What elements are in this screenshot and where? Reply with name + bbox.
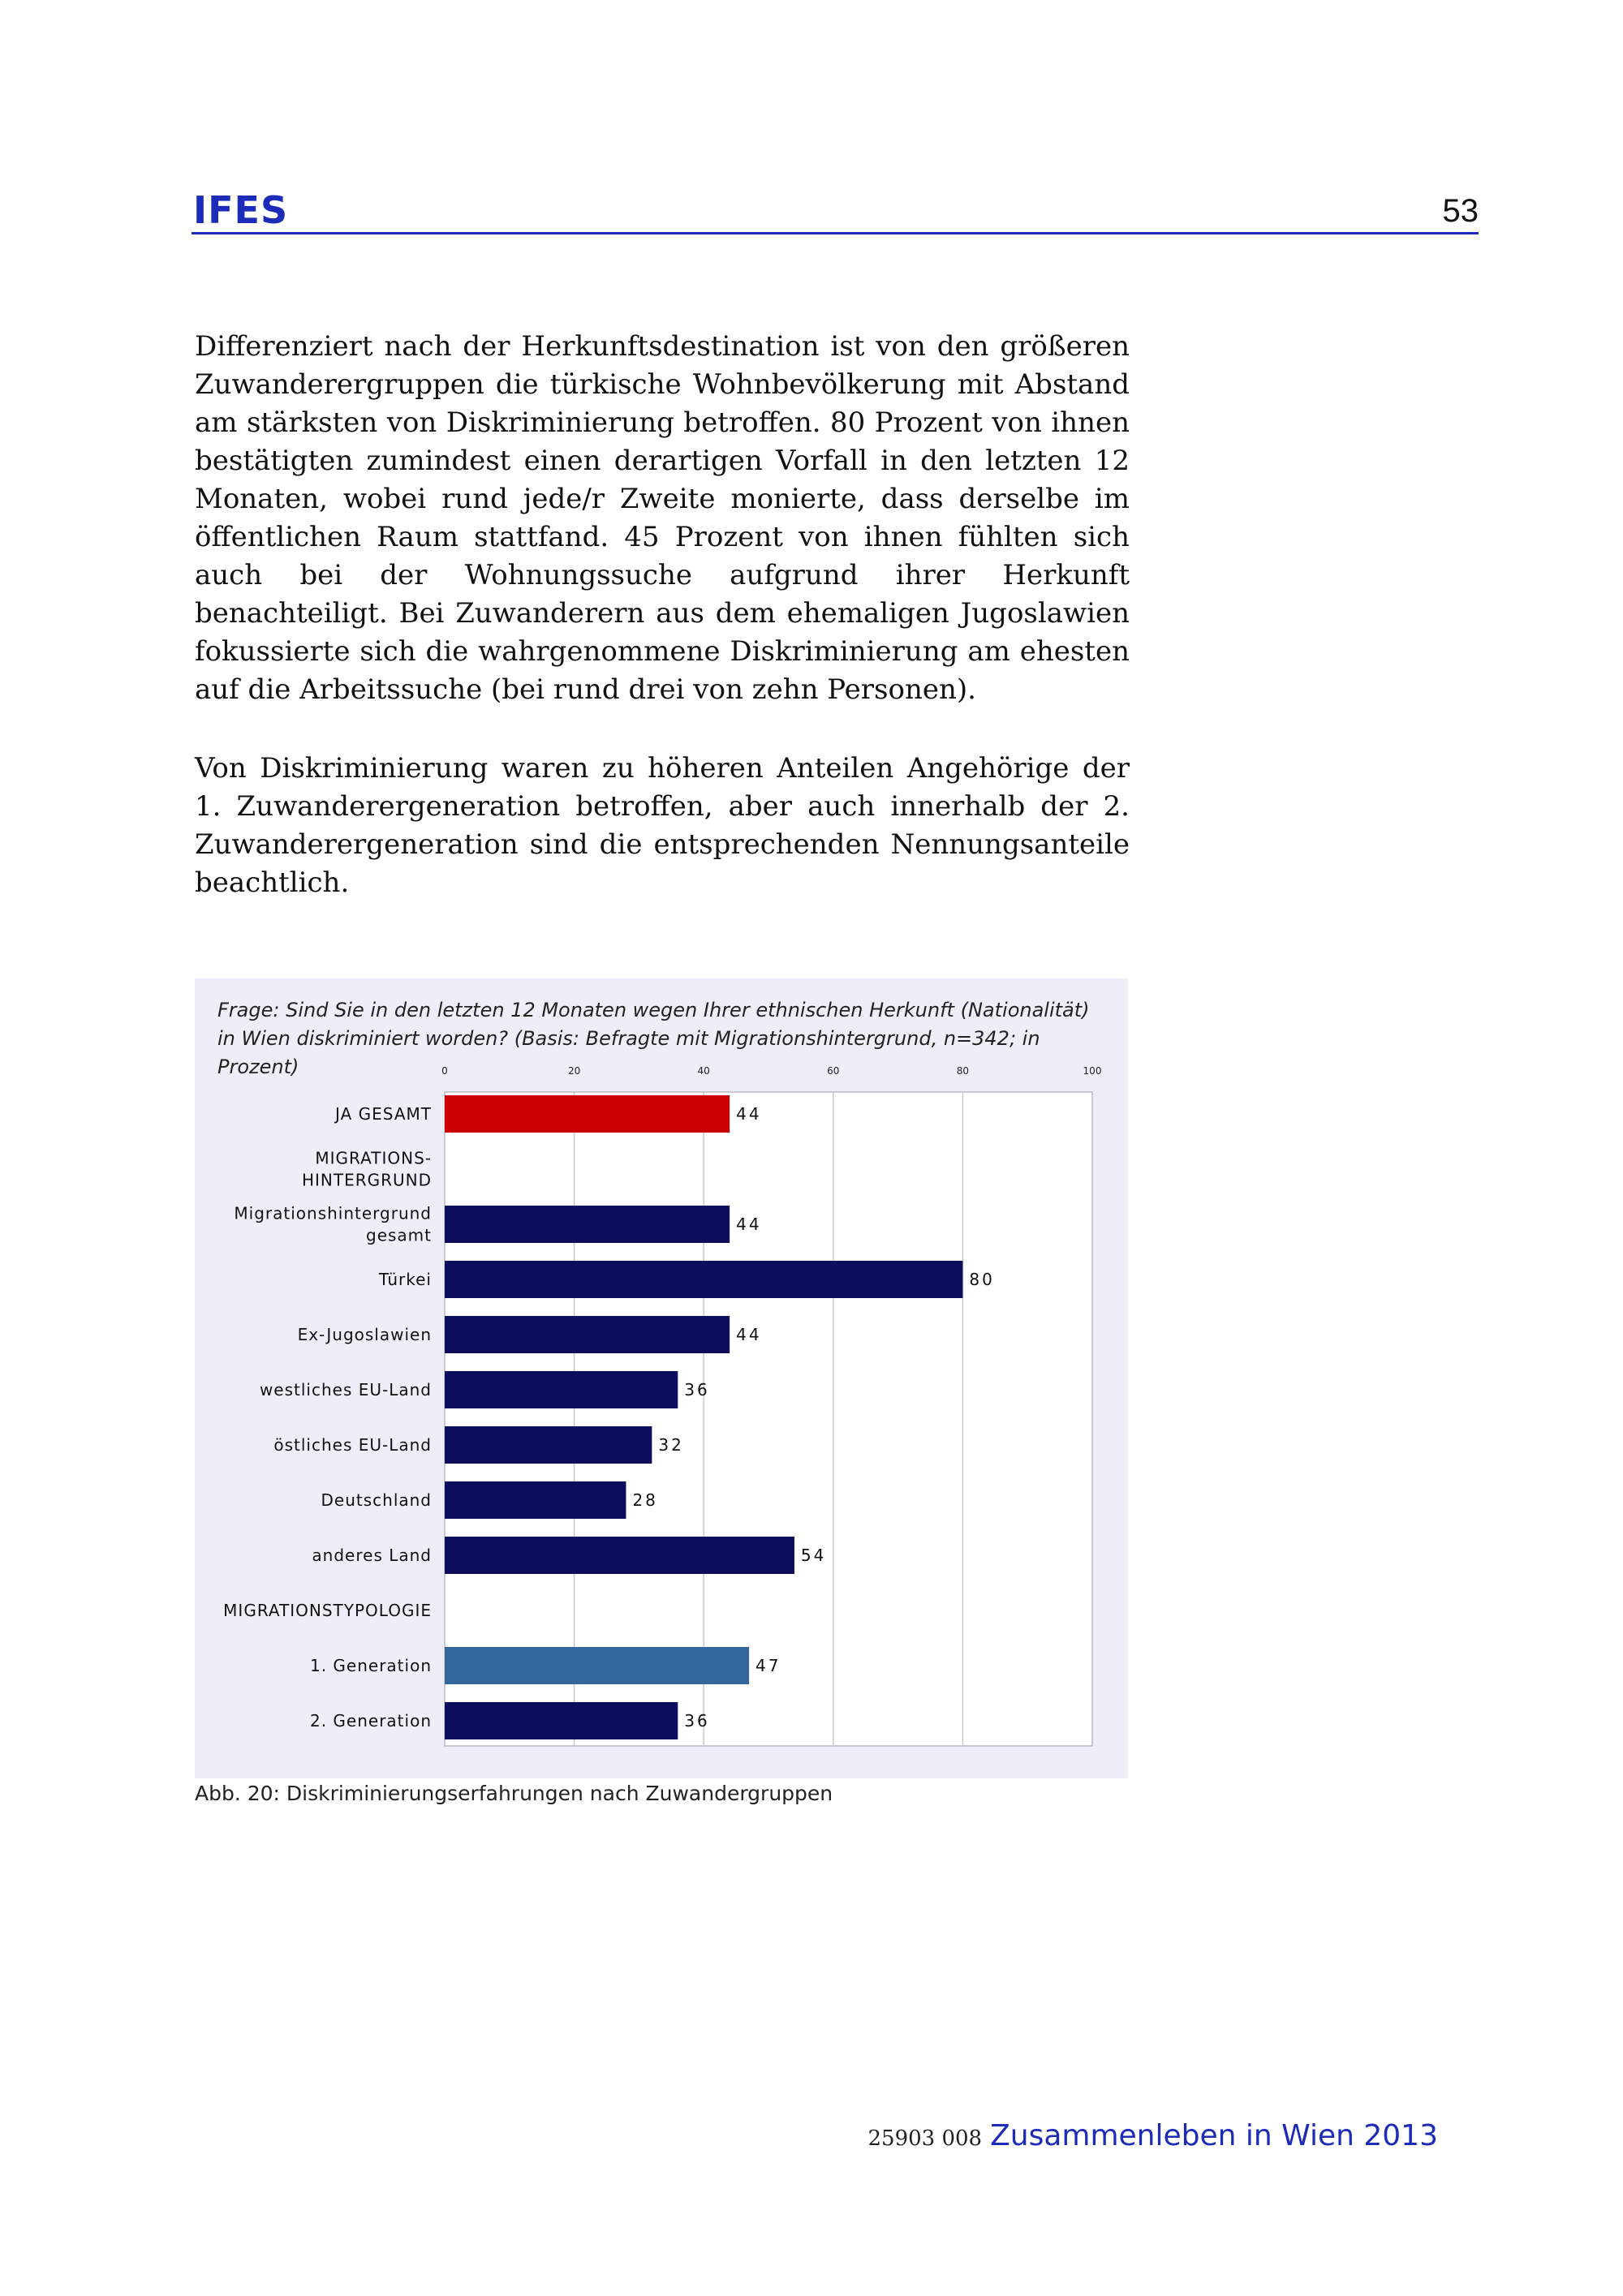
data-label: 44 xyxy=(736,1104,762,1124)
data-label: 36 xyxy=(684,1711,710,1731)
category-label: östliches EU-Land xyxy=(273,1435,432,1455)
category-header-label: HINTERGRUND xyxy=(301,1170,432,1190)
bar xyxy=(445,1647,749,1684)
footer xyxy=(867,2119,1438,2152)
x-tick-label: 0 xyxy=(441,1065,448,1077)
category-label: Ex-Jugoslawien xyxy=(297,1325,432,1344)
data-label: 44 xyxy=(736,1215,762,1234)
data-label: 80 xyxy=(969,1270,995,1289)
bar xyxy=(445,1426,652,1464)
data-label: 28 xyxy=(632,1490,658,1510)
bar xyxy=(445,1261,962,1298)
footer-code: 25903 008 xyxy=(867,2126,983,2151)
data-label: 44 xyxy=(736,1325,762,1344)
figure-caption: Abb. 20: Diskriminierungserfahrungen nach Zuwandergruppen xyxy=(195,1782,833,1805)
data-label: 47 xyxy=(756,1656,781,1675)
bar xyxy=(445,1095,730,1133)
bar xyxy=(445,1481,626,1519)
x-tick-label: 60 xyxy=(827,1065,840,1077)
x-tick-label: 20 xyxy=(567,1065,581,1077)
data-label: 54 xyxy=(800,1546,827,1565)
chart-question: Frage: Sind Sie in den letzten 12 Monaten wegen Ihrer ethnischen Herkunft (Nationalität) in Wien diskriminiert worden? (Basis: Befragte mit Migrationshintergrund, n=342; in Prozent) xyxy=(217,999,1090,1078)
category-header-label: MIGRATIONS- xyxy=(315,1148,432,1168)
category-header-label: MIGRATIONSTYPOLOGIE xyxy=(223,1601,432,1620)
category-label: Deutschland xyxy=(321,1490,432,1510)
data-label: 32 xyxy=(658,1435,684,1455)
bar xyxy=(445,1206,730,1243)
paragraph-1: Differenziert nach der Herkunftsdestination ist von den größeren Zuwanderergruppen die türkische Wohnbevölkerung mit Abstand am stärksten von Diskriminierung betroffen. 80 Prozent von ihnen bestätigten zumindest einen derartigen Vorfall in den letzten 12 Monaten, wobei rund jede/r Zweite monierte, dass derselbe im öffentlichen Raum stattfand. 45 Prozent von ihnen fühlten sich auch bei der Wohnungssuche aufgrund ihrer Herkunft benachteiligt. Bei Zuwanderern aus dem ehemaligen Jugoslawien fokussierte sich die wahrgenommene Diskriminierung am ehesten auf die Arbeitssuche (bei rund drei von zehn Personen). xyxy=(195,330,1130,706)
category-label: Migrationshintergrund xyxy=(234,1203,432,1223)
chart-panel xyxy=(195,978,1128,1778)
category-label: 1. Generation xyxy=(309,1656,432,1675)
category-label: 2. Generation xyxy=(309,1711,432,1731)
paragraph-2: Von Diskriminierung waren zu höheren Anteilen Angehörige der 1. Zuwanderergeneration betroffen, aber auch innerhalb der 2. Zuwanderergeneration sind die entsprechenden Nennungsanteile beachtlich. xyxy=(195,752,1130,899)
bar xyxy=(445,1702,678,1739)
bar xyxy=(445,1316,730,1353)
category-label: Türkei xyxy=(378,1270,432,1289)
ifes-logo: IFES xyxy=(193,188,289,232)
header-rule xyxy=(192,232,1479,234)
category-label: gesamt xyxy=(366,1225,432,1245)
bar xyxy=(445,1537,794,1574)
bar xyxy=(445,1371,678,1408)
footer-title: Zusammenleben in Wien 2013 xyxy=(990,2119,1438,2152)
category-label: anderes Land xyxy=(312,1546,432,1565)
x-tick-label: 80 xyxy=(956,1065,970,1077)
category-label: JA GESAMT xyxy=(335,1104,432,1124)
category-label: westliches EU-Land xyxy=(259,1380,432,1400)
bar-chart xyxy=(195,978,1128,1778)
data-label: 36 xyxy=(684,1380,710,1400)
x-tick-label: 40 xyxy=(697,1065,710,1077)
x-tick-label: 100 xyxy=(1083,1065,1102,1077)
page-number: 53 xyxy=(1442,193,1479,229)
